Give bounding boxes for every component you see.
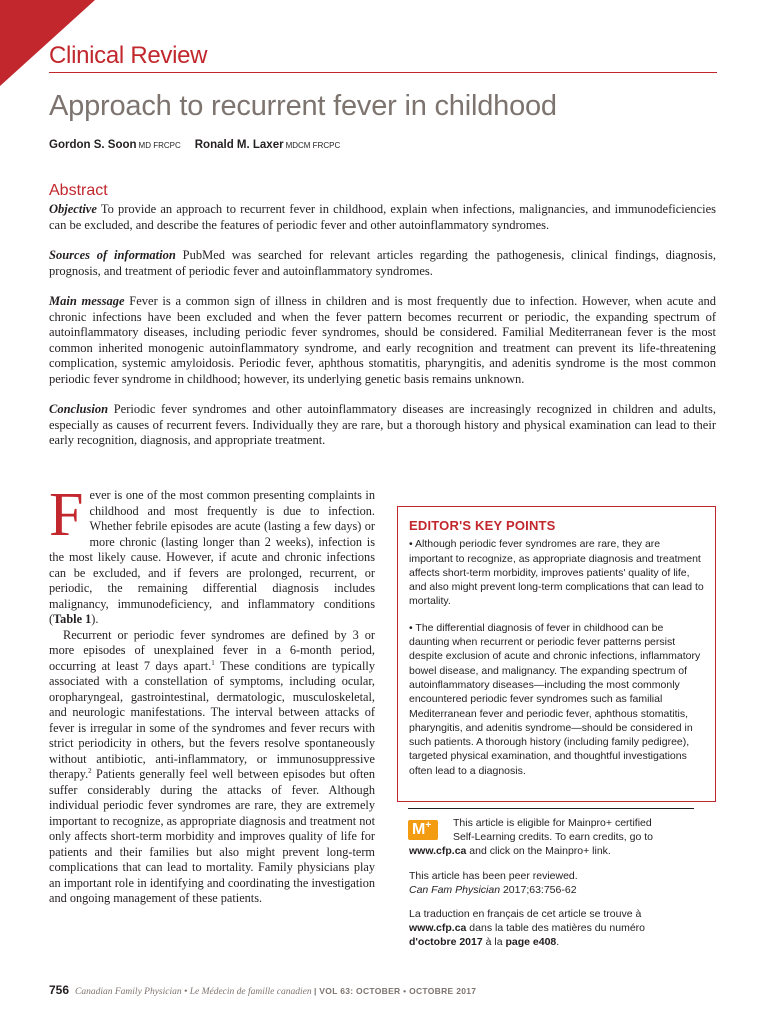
abstract-objective xyxy=(49,202,716,233)
abstract-text: Fever is a common sign of illness in children and is most frequently due to infection. However, when acute and chronic infections have been excluded and when the fever pattern becomes recurrent or periodic, the expanding spectrum of autoinflammatory diseases, including periodic fever syndromes, should be considered. Familial Mediterranean fever is the most common inherited monogenic autoinflammatory syndrome, and early recognition and treatment can prevent its life-threatening complication, systemic amyloidosis. Periodic fever, aphthous stomatitis, pharyngitis, and adenitis syndrome is the most common periodic fever syndrome in childhood; however, its underlying genetic basis remains unknown. xyxy=(49,294,717,386)
body-column xyxy=(49,481,375,907)
mainpro-link-line xyxy=(409,844,709,858)
abstract-label: Sources of information xyxy=(49,248,176,262)
citation-reference[interactable]: 2 xyxy=(88,766,92,775)
mainpro-text: Self-Learning credits. To earn credits, go to xyxy=(453,831,653,844)
abstract-conclusion xyxy=(49,402,716,449)
french-note: La traduction en français de cet article se trouve à xyxy=(409,908,642,921)
abstract-text: To provide an approach to recurrent fever in childhood, explain when infections, malignancies, and immunodeficiencies can be excluded, and describe the features of periodic fever and other autoinflammatory syndromes. xyxy=(49,202,716,232)
abstract-label: Main message xyxy=(49,294,125,308)
article-title: Approach to recurrent fever in childhood xyxy=(49,90,557,122)
article-info xyxy=(409,816,709,950)
citation xyxy=(409,883,709,897)
citation-reference[interactable]: 1 xyxy=(211,658,215,667)
author-credentials: MD FRCPC xyxy=(138,141,181,150)
info-divider xyxy=(408,808,694,809)
citation-details: 2017;63:756-62 xyxy=(500,883,577,896)
key-points-heading: EDITOR'S KEY POINTS xyxy=(409,518,556,533)
french-note-text: . xyxy=(556,936,560,949)
abstract-text: Periodic fever syndromes and other autoinflammatory diseases are increasingly recognized in children and adults, especially as causes of recurrent fevers. Individually they are rare, but a thorough history and physical examination can lead to their early recognition, diagnosis, and appropriate treatment. xyxy=(49,402,716,447)
mainpro-icon-letter: M xyxy=(412,821,426,838)
abstract-text: PubMed was searched for relevant articles regarding the pathogenesis, clinical findings, diagnosis, prognosis, and treatment of periodic fever and autoinflammatory syndromes. xyxy=(49,248,717,278)
abstract-heading: Abstract xyxy=(49,182,108,199)
key-point-item: • The differential diagnosis of fever in childhood can be daunting when recurrent or periodic fever patterns persist despite exclusion of acute and chronic infections, inflammatory bowel disease, and malignancy. The expanding spectrum of autoinflammatory diseases—including the most commonly encountered periodic fever syndromes such as familial Mediterranean fever and periodic fever, aphthous stomatitis, pharyngitis, and adenitis syndrome—should be considered in such patients. A thorough history (including family pedigree), targeted physical examination, and thoughtful investigations often lead to a diagnosis. xyxy=(409,621,701,777)
french-note-text: dans la table des matières du numéro xyxy=(466,922,645,935)
french-issue: d'octobre 2017 xyxy=(409,936,483,949)
peer-review-note: This article has been peer reviewed. xyxy=(409,869,578,882)
volume-info: | VOL 63: OCTOBER • OCTOBRE 2017 xyxy=(313,986,477,996)
section-label: Clinical Review xyxy=(49,42,208,69)
body-text: ever is one of the most common presenting complaints in childhood and most frequently is due to infection. Whether febrile episodes are acute (lasting a few days) or more chronic (lasting longer than 2 weeks), infection is the most likely cause. However, if acute and chronic infections can be excluded, and if fevers are prolonged, recurrent, or periodic, the remaining differential diagnosis includes malignancy, immunodeficiency, and inflammatory conditions ( xyxy=(49,488,375,626)
cfp-link[interactable]: www.cfp.ca xyxy=(409,845,467,858)
french-note-text: à la xyxy=(482,936,506,949)
table-reference-link[interactable]: Table 1 xyxy=(53,612,92,626)
author-name: Gordon S. Soon xyxy=(49,139,137,151)
abstract-label: Objective xyxy=(49,202,97,216)
mainpro-icon-plus: + xyxy=(425,820,432,831)
mainpro-text: and click on the Mainpro+ link. xyxy=(466,845,611,858)
abstract-main-message xyxy=(49,294,716,387)
journal-name: Canadian Family Physician • Le Médecin de famille canadien xyxy=(75,987,312,997)
body-text: Patients generally feel well between episodes but often suffer considerably during the attacks of fever. Although individual periodic fever syndromes are rare, they are extremely important to recognize, as appropriate diagnosis and treatment not only affects short-term morbidity and improves quality of life for patients and their families but also might prevent long-term complications that can lead to mortality. Family physicians play an important role in identifying and coordinating the investigation and ongoing management of these patients. xyxy=(49,767,375,905)
author-list xyxy=(49,139,340,151)
body-text: ). xyxy=(91,612,99,626)
french-page-link[interactable]: page e408 xyxy=(505,936,557,949)
page-footer xyxy=(49,983,476,997)
author-name: Ronald M. Laxer xyxy=(194,139,284,151)
page-number: 756 xyxy=(49,983,70,997)
mainpro-text: This article is eligible for Mainpro+ certified xyxy=(453,817,652,829)
body-paragraph xyxy=(49,481,375,628)
french-note-line xyxy=(409,935,709,949)
abstract-label: Conclusion xyxy=(49,402,109,416)
key-point-item: • Although periodic fever syndromes are rare, they are important to recognize, as appropriate diagnosis and treatment affects short-term morbidity, improves patients' quality of life, and also might prevent long-term complications that can lead to mortality. xyxy=(409,538,704,608)
french-note-line xyxy=(409,921,709,935)
body-paragraph xyxy=(49,628,375,907)
cfp-link[interactable]: www.cfp.ca xyxy=(409,922,467,935)
body-text: These conditions are typically associated with a constellation of symptoms, including ocular, oropharyngeal, gastrointestinal, dermatologic, musculoskeletal, and neurologic manifestations. The interval between attacks of fever is irregular in some of the syndromes and fever recurs with strict periodicity in others, but the fevers resolve spontaneously without antibiotic, anti-inflammatory, or immunosuppressive therapy. xyxy=(49,658,375,781)
editors-key-points-box xyxy=(397,506,716,802)
author-credentials: MDCM FRCPC xyxy=(285,141,341,150)
abstract-sources xyxy=(49,248,716,279)
drop-cap: F xyxy=(49,481,84,549)
section-divider xyxy=(49,72,717,73)
abstract-body xyxy=(49,202,716,464)
body-text: Recurrent or periodic fever syndromes are defined by 3 or more episodes of unexplained fever in a 6-month period, occurring at least 7 days apart. xyxy=(49,627,375,673)
citation-journal: Can Fam Physician xyxy=(409,883,501,896)
